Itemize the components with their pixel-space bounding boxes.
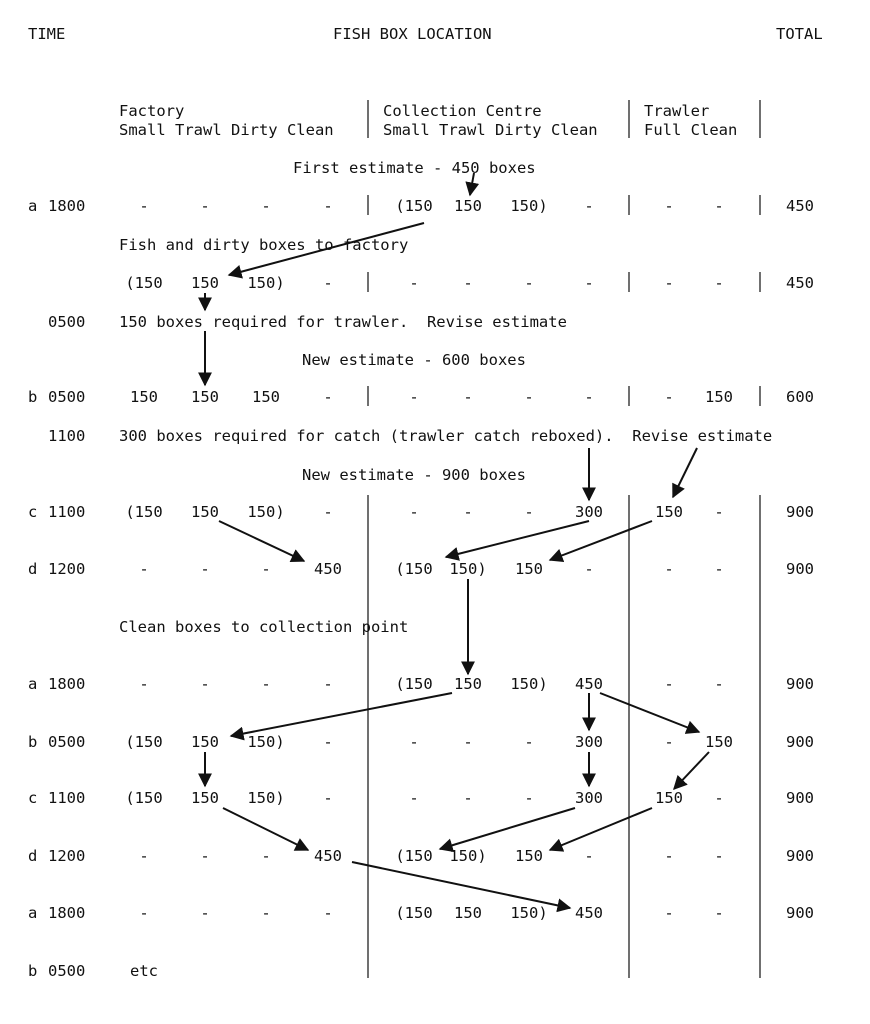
row-time: 1800	[48, 197, 86, 215]
row-label: b	[28, 733, 38, 751]
row-time: 0500	[48, 388, 86, 406]
row-time: 1800	[48, 675, 86, 693]
table-cell: -	[524, 274, 534, 292]
row-time: 0500	[48, 313, 86, 331]
table-cell: -	[409, 274, 419, 292]
table-cell: (150	[125, 789, 163, 807]
table-cell: -	[714, 274, 724, 292]
table-cell: 150	[130, 388, 158, 406]
table-cell: 150	[454, 675, 482, 693]
row-label: b	[28, 388, 38, 406]
row-total: 450	[786, 274, 814, 292]
table-cell: (150	[125, 274, 163, 292]
table-cell: -	[323, 388, 333, 406]
table-cell: -	[200, 197, 210, 215]
flow-arrow	[231, 693, 452, 736]
flow-arrow	[674, 752, 709, 789]
table-cell: -	[664, 388, 674, 406]
note-catch-reboxed: 300 boxes required for catch (trawler catch reboxed). Revise estimate	[119, 427, 773, 445]
factory-header: Factory	[119, 102, 185, 120]
table-cell: -	[261, 675, 271, 693]
row-label: d	[28, 560, 38, 578]
table-cell: -	[139, 675, 149, 693]
flow-arrow	[600, 693, 699, 732]
table-cell: -	[261, 197, 271, 215]
row-time: 1200	[48, 560, 86, 578]
table-cell: -	[584, 197, 594, 215]
table-cell: -	[323, 789, 333, 807]
table-cell: -	[584, 274, 594, 292]
table-cell: (150	[395, 197, 433, 215]
table-cell: -	[664, 675, 674, 693]
row-label: b	[28, 962, 38, 980]
table-cell: 150)	[510, 904, 548, 922]
table-cell: -	[714, 847, 724, 865]
table-cell: -	[524, 789, 534, 807]
row-total: 900	[786, 503, 814, 521]
flow-arrow	[550, 808, 652, 850]
table-cell: 300	[575, 503, 603, 521]
table-cell: 150	[454, 904, 482, 922]
table-cell: -	[139, 197, 149, 215]
table-cell: 150)	[449, 560, 487, 578]
table-cell: 450	[575, 675, 603, 693]
table-cell: -	[200, 675, 210, 693]
table-cell: 150	[191, 274, 219, 292]
table-cell: -	[261, 560, 271, 578]
note-new-estimate-900: New estimate - 900 boxes	[302, 466, 526, 484]
table-cell: -	[139, 847, 149, 865]
table-cell: 450	[575, 904, 603, 922]
table-cell: 150)	[247, 733, 285, 751]
row-time: 1200	[48, 847, 86, 865]
table-cell: 450	[314, 847, 342, 865]
table-cell: -	[323, 274, 333, 292]
table-cell: -	[664, 847, 674, 865]
table-cell: 150	[655, 503, 683, 521]
note-clean-boxes: Clean boxes to collection point	[119, 618, 409, 636]
table-cell: 300	[575, 789, 603, 807]
note-new-estimate-600: New estimate - 600 boxes	[302, 351, 526, 369]
flow-arrow	[352, 862, 570, 908]
table-cell: -	[463, 789, 473, 807]
table-cell: -	[261, 904, 271, 922]
collection-centre-subheader: Small Trawl Dirty Clean	[383, 121, 598, 139]
table-cell: (150	[395, 847, 433, 865]
time-header: TIME	[28, 25, 66, 43]
table-cell: -	[323, 904, 333, 922]
table-cell: 150)	[449, 847, 487, 865]
table-cell: -	[200, 847, 210, 865]
table-cell: -	[200, 560, 210, 578]
diagram-title: FISH BOX LOCATION	[333, 25, 492, 43]
table-cell: -	[323, 675, 333, 693]
table-cell: -	[463, 274, 473, 292]
row-label: c	[28, 503, 38, 521]
table-cell: 450	[314, 560, 342, 578]
table-cell: 150	[191, 789, 219, 807]
table-cell: -	[664, 733, 674, 751]
table-cell: -	[584, 560, 594, 578]
table-cell: (150	[125, 503, 163, 521]
table-cell: -	[714, 675, 724, 693]
table-cell: 150	[515, 847, 543, 865]
row-total: 900	[786, 847, 814, 865]
table-cell: (150	[395, 675, 433, 693]
table-cell: -	[139, 904, 149, 922]
flow-arrow	[440, 808, 575, 849]
row-total: 900	[786, 904, 814, 922]
table-cell: (150	[395, 904, 433, 922]
table-cell: -	[714, 197, 724, 215]
table-cell: -	[139, 560, 149, 578]
flow-arrow	[223, 808, 308, 850]
row-time: 1100	[48, 503, 86, 521]
row-total: 900	[786, 675, 814, 693]
row-total: 600	[786, 388, 814, 406]
table-cell: 150)	[510, 197, 548, 215]
table-cell: -	[714, 503, 724, 521]
table-cell: 150	[454, 197, 482, 215]
table-cell: -	[714, 904, 724, 922]
table-cell: -	[714, 789, 724, 807]
table-cell: (150	[125, 733, 163, 751]
table-cell: -	[584, 388, 594, 406]
table-cell: 150)	[247, 503, 285, 521]
table-cell: -	[323, 733, 333, 751]
table-cell: -	[524, 733, 534, 751]
row-label: c	[28, 789, 38, 807]
table-cell: 150	[705, 733, 733, 751]
flow-arrow	[229, 223, 424, 275]
row-label: a	[28, 197, 38, 215]
total-header: TOTAL	[776, 25, 823, 43]
row-label: d	[28, 847, 38, 865]
table-cell: -	[714, 560, 724, 578]
factory-subheader: Small Trawl Dirty Clean	[119, 121, 334, 139]
table-cell: -	[664, 560, 674, 578]
table-cell: 150)	[510, 675, 548, 693]
flow-arrow	[219, 521, 304, 561]
table-cell: -	[323, 197, 333, 215]
table-cell: 150)	[247, 274, 285, 292]
table-cell: -	[323, 503, 333, 521]
row-time: 0500	[48, 733, 86, 751]
row-total: 450	[786, 197, 814, 215]
table-cell: 150	[191, 388, 219, 406]
row-time: 1800	[48, 904, 86, 922]
row-label: a	[28, 904, 38, 922]
table-cell: 150	[191, 503, 219, 521]
table-cell: -	[200, 904, 210, 922]
table-cell: 150	[515, 560, 543, 578]
note-trawler-required: 150 boxes required for trawler. Revise estimate	[119, 313, 567, 331]
table-cell: 150	[252, 388, 280, 406]
table-cell: -	[524, 503, 534, 521]
note-to-factory: Fish and dirty boxes to factory	[119, 236, 409, 254]
row-time: 0500	[48, 962, 86, 980]
flow-arrow	[446, 521, 589, 557]
note-first-estimate: First estimate - 450 boxes	[293, 159, 536, 177]
trawler-header: Trawler	[644, 102, 710, 120]
trawler-subheader: Full Clean	[644, 121, 738, 139]
table-cell: 300	[575, 733, 603, 751]
collection-centre-header: Collection Centre	[383, 102, 542, 120]
table-cell: 150)	[247, 789, 285, 807]
table-cell: -	[584, 847, 594, 865]
table-cell: -	[463, 388, 473, 406]
table-cell: -	[463, 733, 473, 751]
row-time: 1100	[48, 427, 86, 445]
table-cell: 150	[191, 733, 219, 751]
table-cell: (150	[395, 560, 433, 578]
table-cell: -	[409, 503, 419, 521]
table-cell: 150	[705, 388, 733, 406]
row-time: 1100	[48, 789, 86, 807]
table-cell: -	[524, 388, 534, 406]
table-cell: 150	[655, 789, 683, 807]
flow-arrow	[673, 448, 697, 497]
table-cell: -	[409, 388, 419, 406]
table-cell: -	[261, 847, 271, 865]
row-label: a	[28, 675, 38, 693]
table-cell: -	[409, 733, 419, 751]
table-cell: -	[409, 789, 419, 807]
row-total: 900	[786, 789, 814, 807]
flow-arrow	[470, 173, 474, 195]
table-cell: -	[664, 197, 674, 215]
row-total: 900	[786, 560, 814, 578]
row-total: 900	[786, 733, 814, 751]
table-cell: -	[664, 904, 674, 922]
table-cell: -	[463, 503, 473, 521]
table-cell: -	[664, 274, 674, 292]
etc-label: etc	[130, 962, 158, 980]
